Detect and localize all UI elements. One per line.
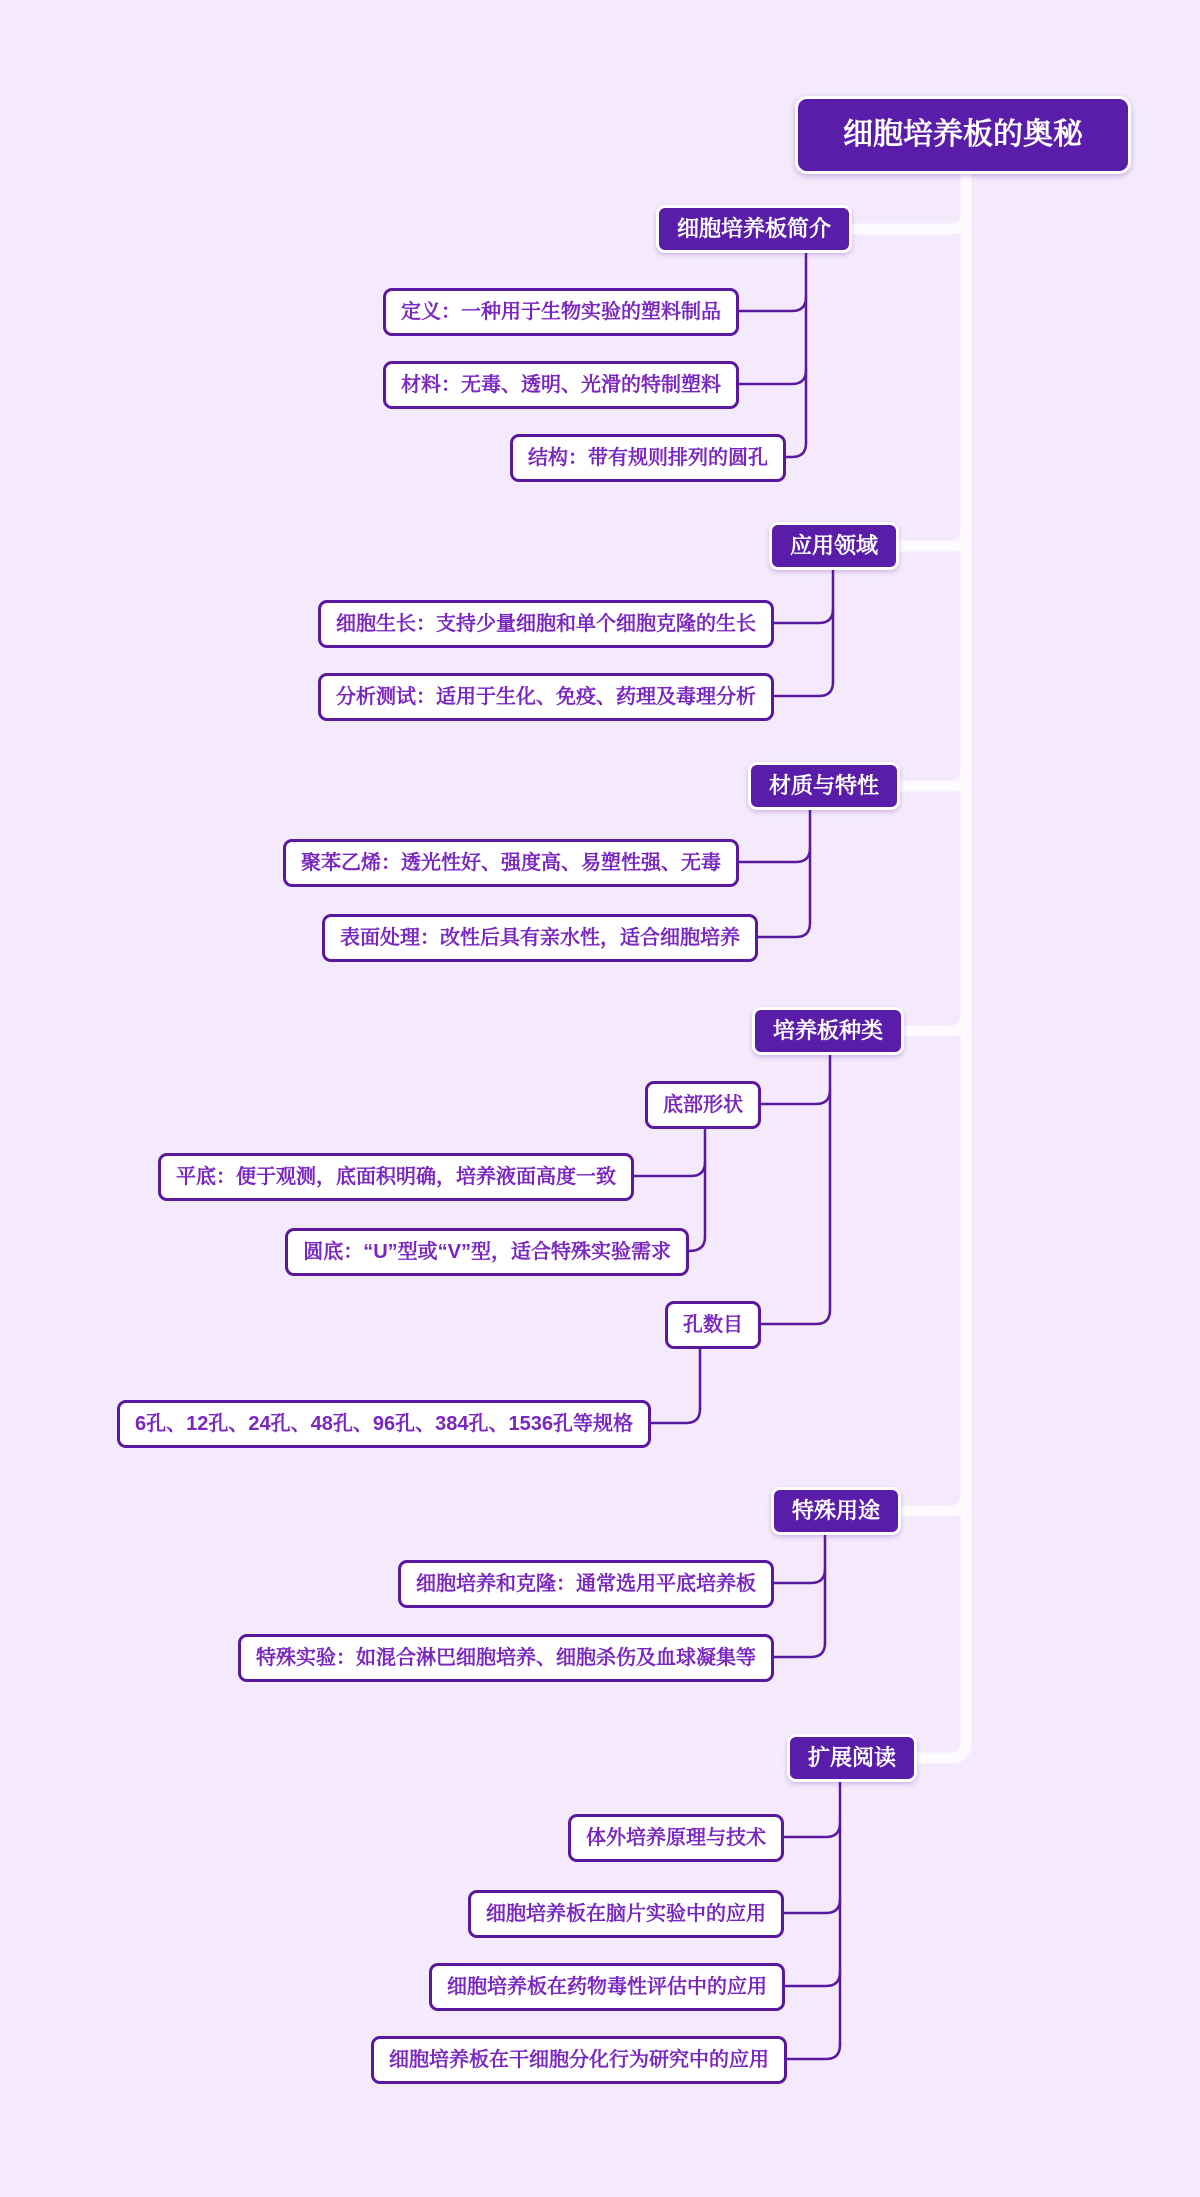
elbow-brain	[784, 1899, 840, 1913]
topic-plate-types[interactable]: 培养板种类	[752, 1007, 904, 1055]
elbow-surface	[758, 923, 810, 937]
leaf-cell-growth[interactable]: 细胞生长：支持少量细胞和单个细胞克隆的生长	[318, 600, 774, 648]
leaf-culture-clone[interactable]: 细胞培养和克隆：通常选用平底培养板	[398, 1560, 774, 1608]
elbow-structure	[786, 443, 806, 457]
leaf-round-bottom[interactable]: 圆底：“U”型或“V”型，适合特殊实验需求	[285, 1228, 689, 1276]
elbow-vitro	[784, 1823, 840, 1837]
topic-material-properties[interactable]: 材质与特性	[748, 762, 900, 810]
topic-application-fields[interactable]: 应用领域	[769, 522, 899, 570]
leaf-in-vitro-culture[interactable]: 体外培养原理与技术	[568, 1814, 784, 1862]
leaf-polystyrene[interactable]: 聚苯乙烯：透光性好、强度高、易塑性强、无毒	[283, 839, 739, 887]
subtopic-bottom-shape[interactable]: 底部形状	[645, 1081, 761, 1129]
leaf-stem-cell-application[interactable]: 细胞培养板在干细胞分化行为研究中的应用	[371, 2036, 787, 2084]
trunk-elbow-special	[899, 1495, 966, 1511]
elbow-material-leaf	[739, 370, 806, 384]
mindmap-root-node[interactable]: 细胞培养板的奥秘	[795, 96, 1131, 174]
leaf-hole-specs[interactable]: 6孔、12孔、24孔、48孔、96孔、384孔、1536孔等规格	[117, 1400, 651, 1448]
subtopic-hole-count[interactable]: 孔数目	[665, 1301, 761, 1349]
leaf-analysis-test[interactable]: 分析测试：适用于生化、免疫、药理及毒理分析	[318, 673, 774, 721]
topic-special-uses[interactable]: 特殊用途	[771, 1487, 901, 1535]
elbow-stemcell	[787, 2045, 840, 2059]
topic-plate-intro[interactable]: 细胞培养板简介	[656, 205, 852, 253]
leaf-definition[interactable]: 定义：一种用于生物实验的塑料制品	[383, 288, 739, 336]
elbow-flat-bottom	[634, 1162, 705, 1176]
leaf-structure[interactable]: 结构：带有规则排列的圆孔	[510, 434, 786, 482]
trunk-elbow-types	[902, 1015, 966, 1031]
elbow-specs	[651, 1409, 700, 1423]
elbow-growth	[774, 609, 833, 623]
topic-extended-reading[interactable]: 扩展阅读	[787, 1734, 917, 1782]
trunk-elbow-reading	[915, 1742, 966, 1758]
leaf-special-experiment[interactable]: 特殊实验：如混合淋巴细胞培养、细胞杀伤及血球凝集等	[238, 1634, 774, 1682]
trunk-elbow-intro	[850, 213, 966, 229]
trunk-elbow-material	[898, 770, 966, 786]
elbow-polystyrene	[739, 848, 810, 862]
elbow-experiment	[774, 1643, 825, 1657]
leaf-surface-treatment[interactable]: 表面处理：改性后具有亲水性，适合细胞培养	[322, 914, 758, 962]
leaf-material[interactable]: 材料：无毒、透明、光滑的特制塑料	[383, 361, 739, 409]
elbow-clone	[774, 1569, 825, 1583]
elbow-drug	[785, 1972, 840, 1986]
elbow-hole-count	[761, 1310, 830, 1324]
elbow-definition	[739, 297, 806, 311]
elbow-bottom-shape	[761, 1090, 830, 1104]
trunk-elbow-apply	[897, 530, 966, 546]
leaf-drug-toxicity-application[interactable]: 细胞培养板在药物毒性评估中的应用	[429, 1963, 785, 2011]
elbow-round-bottom	[689, 1237, 705, 1251]
leaf-brain-slice-application[interactable]: 细胞培养板在脑片实验中的应用	[468, 1890, 784, 1938]
leaf-flat-bottom[interactable]: 平底：便于观测，底面积明确，培养液面高度一致	[158, 1153, 634, 1201]
elbow-test	[774, 682, 833, 696]
